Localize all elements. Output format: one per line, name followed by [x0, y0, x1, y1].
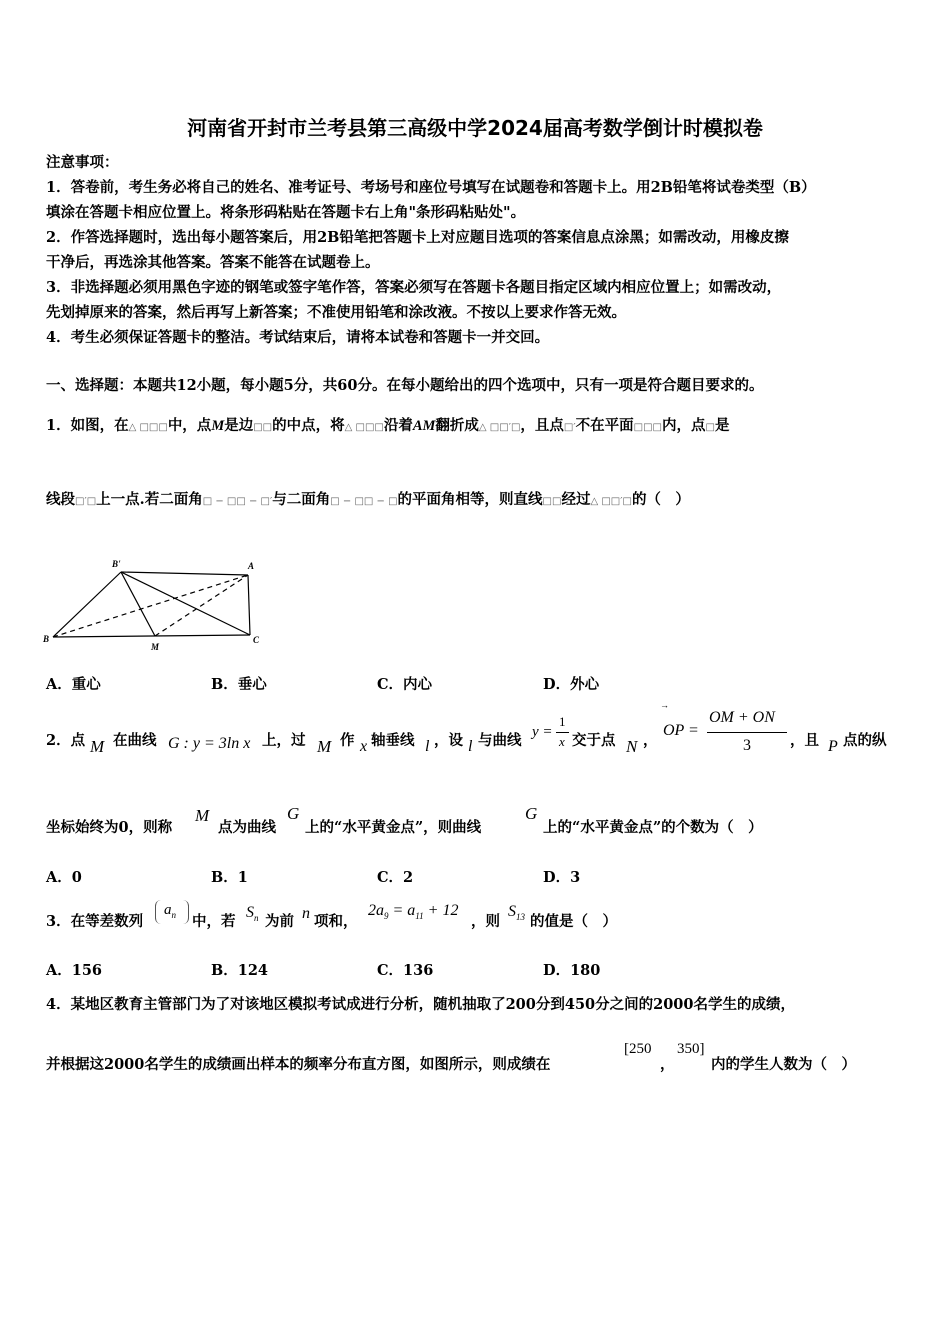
- q1-option-a: A．重心: [46, 676, 101, 693]
- q1-text: 中，点: [167, 417, 212, 434]
- q4-text-b2: 内的学生人数为（ ）: [711, 1056, 856, 1073]
- q1-glyph: △ □□□: [128, 422, 168, 433]
- q3-option-d: D．180: [543, 962, 601, 979]
- q1-glyph: □□: [542, 496, 562, 507]
- edge-BC: [53, 635, 250, 637]
- q3-math-n: n: [302, 905, 310, 922]
- q3-S-sub: n: [254, 913, 259, 924]
- q2-math-x: x: [360, 738, 368, 755]
- q2-option-c: C．2: [377, 869, 414, 886]
- q3-option-a: A．156: [46, 962, 103, 979]
- q1-math-AM: AM: [412, 418, 436, 434]
- q1-glyph: △ □□′□: [590, 496, 632, 507]
- q2-frac2-bar: [707, 732, 787, 733]
- q1-math-M: M: [211, 418, 225, 434]
- q4-text-b1: 并根据这2000名学生的成绩画出样本的频率分布直方图，如图所示，则成绩在: [46, 1056, 551, 1073]
- notice-line-1: 1．答卷前，考生务必将自己的姓名、准考证号、考场号和座位号填写在试题卷和答题卡上。用2B铅笔将试卷类型（B）: [46, 179, 816, 196]
- q3-option-b: B．124: [211, 962, 269, 979]
- q1-text: 的平面角相等，则直线: [397, 491, 543, 508]
- q2-text-10: ，且: [790, 732, 819, 749]
- q1-text: 上一点.若二面角: [96, 491, 203, 508]
- edge-BpM: [121, 572, 155, 636]
- q1-line-1: [46, 416, 729, 438]
- q1-glyph: △ □□□: [344, 422, 384, 433]
- q3-text-4: 项和，: [314, 913, 358, 930]
- q2-text-9: ，: [643, 732, 658, 749]
- label-A: A: [248, 561, 255, 571]
- q2-text-b1: 坐标始终为0，则称: [46, 819, 173, 836]
- q3-text-2: 中，若: [192, 913, 236, 930]
- q2-text-3: 上，过: [262, 732, 306, 749]
- q3-text-5: ，则: [471, 913, 500, 930]
- q1-text: 的（ ）: [631, 491, 690, 508]
- q2-frac2-num: OM + ON: [709, 709, 775, 726]
- notice-line-5: 3．非选择题必须用黑色字迹的钢笔或签字笔作答，答案必须写在答题卡各题目指定区域内相应位置上；如需改动，: [46, 279, 782, 296]
- q1-text: 线段: [46, 491, 75, 508]
- q2-text-5: 轴垂线: [371, 732, 415, 749]
- q1-glyph: △ □□′□: [478, 422, 521, 433]
- q4-line-1: 4．某地区教育主管部门为了对该地区模拟考试成进行分析，随机抽取了200分到450分之间的2000名学生的成绩，: [46, 996, 795, 1013]
- q3-eq-sub11: 11: [415, 911, 424, 922]
- q1-option-b: B．垂心: [211, 676, 267, 693]
- q2-text-2: 在曲线: [113, 732, 157, 749]
- q3-text-1: 3．在等差数列: [46, 913, 144, 930]
- q1-option-d: D．外心: [543, 676, 600, 693]
- notice-line-7: 4．考生必须保证答题卡的整洁。考试结束后，请将本试卷和答题卡一并交回。: [46, 329, 550, 346]
- notice-line-2: 填涂在答题卡相应位置上。将条形码粘贴在答题卡右上角"条形码粘贴处"。: [46, 204, 526, 221]
- q4-interval-start: [250: [624, 1041, 652, 1057]
- q1-glyph: □□: [253, 422, 273, 433]
- q4-interval-end: 350]: [677, 1041, 705, 1057]
- q2-frac2-den: 3: [743, 737, 751, 754]
- label-C: C: [253, 635, 260, 645]
- section-heading: 一、选择题：本题共12小题，每小题5分，共60分。在每小题给出的四个选项中，只有一项是符合题目要求的。: [46, 377, 764, 394]
- q1-text: 沿着: [383, 417, 413, 434]
- q1-text: 是: [714, 417, 730, 434]
- q1-glyph: □: [705, 422, 715, 433]
- q3-seq-sub: n: [171, 910, 176, 920]
- q3-eq-2a: 2a: [368, 902, 384, 919]
- q2-text-4: 作: [340, 732, 355, 749]
- notice-heading: 注意事项：: [46, 154, 119, 171]
- label-M: M: [151, 642, 160, 652]
- q1-figure: [40, 555, 270, 655]
- q3-S13-sub: 13: [516, 912, 525, 923]
- q2-text-7: 与曲线: [478, 732, 522, 749]
- q3-S: S: [246, 904, 254, 921]
- q2-text-8: 交于点: [572, 732, 616, 749]
- q2-vec-mark: →: [660, 700, 669, 710]
- q1-text: 内，点: [661, 417, 706, 434]
- q2-math-N: N: [626, 737, 638, 756]
- q1-glyph: □□□: [633, 422, 662, 433]
- q3-seq-a: a: [164, 902, 172, 918]
- q3-eq-sub9: 9: [384, 911, 389, 922]
- q2-frac-bar: [556, 732, 569, 733]
- label-B: B: [43, 634, 50, 644]
- q2-math-l2: l: [468, 738, 473, 755]
- q1-text: 的中点，将: [272, 417, 345, 434]
- q2-text-b3: 上的“水平黄金点”，则曲线: [305, 819, 482, 836]
- q2-option-d: D．3: [543, 869, 581, 886]
- notice-line-3: 2．作答选择题时，选出每小题答案后，用2B铅笔把答题卡上对应题目选项的答案信息点涂黑；如需改动，用橡皮擦: [46, 229, 789, 246]
- q3-math-seq: [164, 902, 176, 920]
- q1-option-c: C．内心: [377, 676, 433, 693]
- q3-S13: S: [508, 903, 516, 920]
- q2-text-1: 2．点: [46, 732, 86, 749]
- q2-math-OP: OP =: [663, 722, 699, 739]
- q2-option-b: B．1: [211, 869, 248, 886]
- q2-text-11: 点的纵: [843, 732, 887, 749]
- q1-glyph: □ − □□ − □: [330, 496, 398, 507]
- q2-math-bM: M: [195, 806, 210, 825]
- label-Bp: B': [112, 559, 121, 569]
- q2-text-6: ，设: [434, 732, 463, 749]
- q3-math-eq: [368, 902, 458, 921]
- q4-interval-comma: ，: [660, 1056, 675, 1073]
- q1-text: 与二面角: [272, 491, 331, 508]
- notice-line-6: 先划掉原来的答案，然后再写上新答案；不准使用铅笔和涂改液。不按以上要求作答无效。: [46, 304, 626, 321]
- q1-text: 不在平面: [575, 417, 634, 434]
- page-title: 河南省开封市兰考县第三高级中学2024届高考数学倒计时模拟卷: [187, 116, 763, 140]
- q3-math-S: [246, 904, 259, 923]
- q1-glyph: □ − □□ − □′: [202, 496, 273, 507]
- q2-math-bG2: G: [525, 804, 538, 823]
- edge-AC: [248, 575, 250, 635]
- q2-math-bG: G: [287, 804, 300, 823]
- q1-text: 是边: [224, 417, 254, 434]
- q2-math-y: y =: [532, 724, 553, 740]
- q1-glyph: □′: [563, 422, 576, 433]
- q2-math-M: M: [90, 737, 105, 756]
- q3-text-6: 的值是（ ）: [530, 913, 617, 930]
- q1-text: ，且点: [520, 417, 564, 434]
- edge-BpA: [121, 572, 248, 575]
- q2-frac-den: x: [559, 734, 565, 749]
- q2-text-b4: 上的“水平黄金点”的个数为（ ）: [543, 819, 763, 836]
- notice-line-4: 干净后，再选涂其他答案。答案不能答在试题卷上。: [46, 254, 380, 271]
- edge-BpC: [121, 572, 250, 635]
- q2-math-M2: M: [317, 737, 332, 756]
- q3-eq-end: + 12: [423, 902, 459, 919]
- q2-math-P: P: [828, 738, 838, 755]
- q2-frac-num: 1: [559, 714, 566, 729]
- q3-eq-mid: = a: [388, 902, 416, 919]
- q1-text: 1．如图，在: [46, 417, 129, 434]
- q1-glyph: □′□: [75, 496, 97, 507]
- q2-math-l: l: [425, 738, 430, 755]
- q3-math-S13: [508, 903, 525, 922]
- q3-text-3: 为前: [265, 913, 294, 930]
- edge-BBp: [53, 572, 121, 637]
- q2-text-b2: 点为曲线: [218, 819, 276, 836]
- q1-text: 翻折成: [435, 417, 479, 434]
- q1-text: 经过: [561, 491, 591, 508]
- q2-math-curve: G : y = 3ln x: [168, 735, 251, 752]
- q2-option-a: A．0: [46, 869, 82, 886]
- q1-line-2: [46, 490, 690, 512]
- q3-option-c: C．136: [377, 962, 434, 979]
